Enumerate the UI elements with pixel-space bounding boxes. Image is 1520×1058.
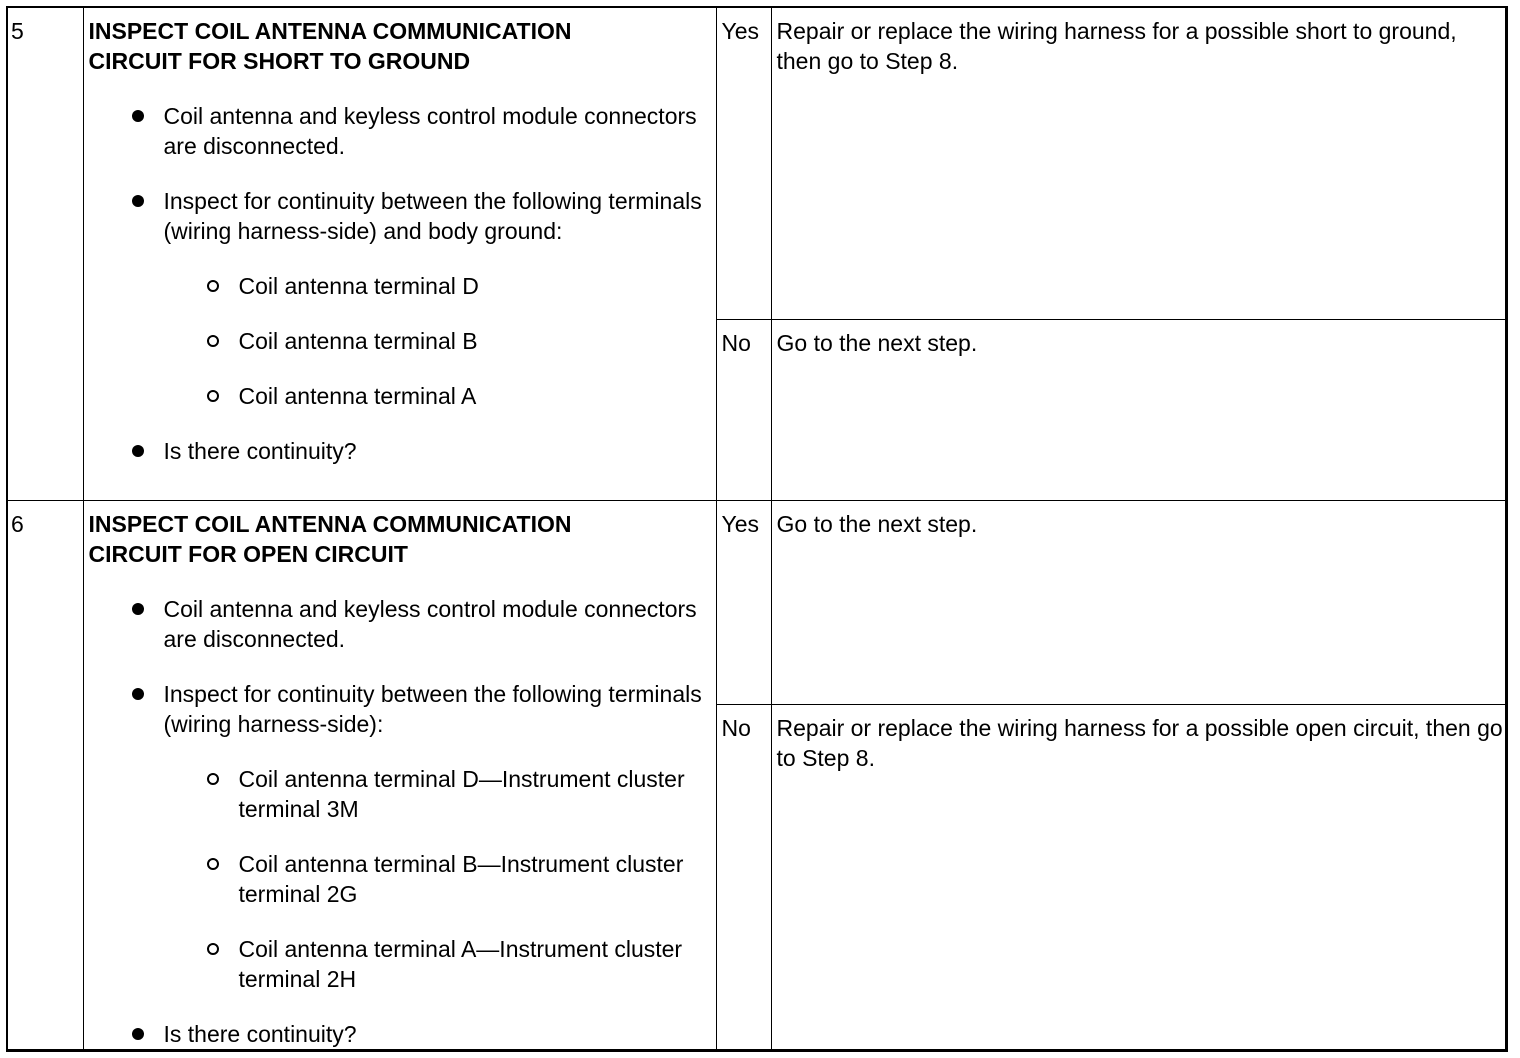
sub-bullet-item: Coil antenna terminal A [164,381,716,411]
bullet-dot-icon [132,1028,144,1040]
answer-yes: Yes [716,8,771,319]
bullet-item: Inspect for continuity between the following terminals (wiring harness-side): Coil antenna terminal D—Instrument cluster terminal 3M Coil antenna terminal B—Instrument cluster terminal 2G Coil antenna terminal A—Instrument cluster terminal 2H [89,679,716,994]
sub-bullet-item: Coil antenna terminal B [164,326,716,356]
action-yes: Repair or replace the wiring harness for a possible short to ground, then go to Step 8. [771,8,1505,319]
bullet-item: Coil antenna and keyless control module connectors are disconnected. [89,101,716,161]
sub-bullet-item: Coil antenna terminal A—Instrument cluster terminal 2H [164,934,716,994]
bullet-item: Coil antenna and keyless control module connectors are disconnected. [89,594,716,654]
hollow-circle-icon [207,773,219,785]
bullet-list [89,101,716,466]
bullet-list [89,594,716,1049]
action-yes: Go to the next step. [771,500,1505,704]
sub-bullet-item: Coil antenna terminal D—Instrument cluster terminal 3M [164,764,716,824]
bullet-item: Is there continuity? [89,1019,716,1049]
step-6-yes-row [8,500,1505,704]
step-5-yes-row [8,8,1505,319]
sub-bullet-list [164,271,716,411]
step-description [83,500,716,1049]
step-description [83,8,716,500]
answer-no: No [716,319,771,500]
bullet-item: Is there continuity? [89,436,716,466]
sub-bullet-item: Coil antenna terminal B—Instrument cluster terminal 2G [164,849,716,909]
bullet-dot-icon [132,195,144,207]
diagnostic-procedure-table [6,6,1508,1052]
bullet-dot-icon [132,688,144,700]
sub-bullet-list [164,764,716,994]
step-heading: INSPECT COIL ANTENNA COMMUNICATION CIRCUIT FOR OPEN CIRCUIT [88,510,572,567]
hollow-circle-icon [207,390,219,402]
action-no: Repair or replace the wiring harness for a possible open circuit, then go to Step 8. [771,704,1505,1049]
answer-yes: Yes [716,500,771,704]
bullet-dot-icon [132,603,144,615]
answer-no: No [716,704,771,1049]
step-number: 6 [8,500,83,1049]
bullet-item: Inspect for continuity between the following terminals (wiring harness-side) and body ground: Coil antenna terminal D Coil antenna terminal B Coil antenna terminal A [89,186,716,411]
hollow-circle-icon [207,943,219,955]
hollow-circle-icon [207,280,219,292]
action-no: Go to the next step. [771,319,1505,500]
steps-table [8,8,1505,1050]
hollow-circle-icon [207,858,219,870]
sub-bullet-item: Coil antenna terminal D [164,271,716,301]
step-heading: INSPECT COIL ANTENNA COMMUNICATION CIRCUIT FOR SHORT TO GROUND [88,18,572,74]
bullet-dot-icon [132,110,144,122]
bullet-dot-icon [132,445,144,457]
step-number: 5 [8,8,83,500]
hollow-circle-icon [207,335,219,347]
